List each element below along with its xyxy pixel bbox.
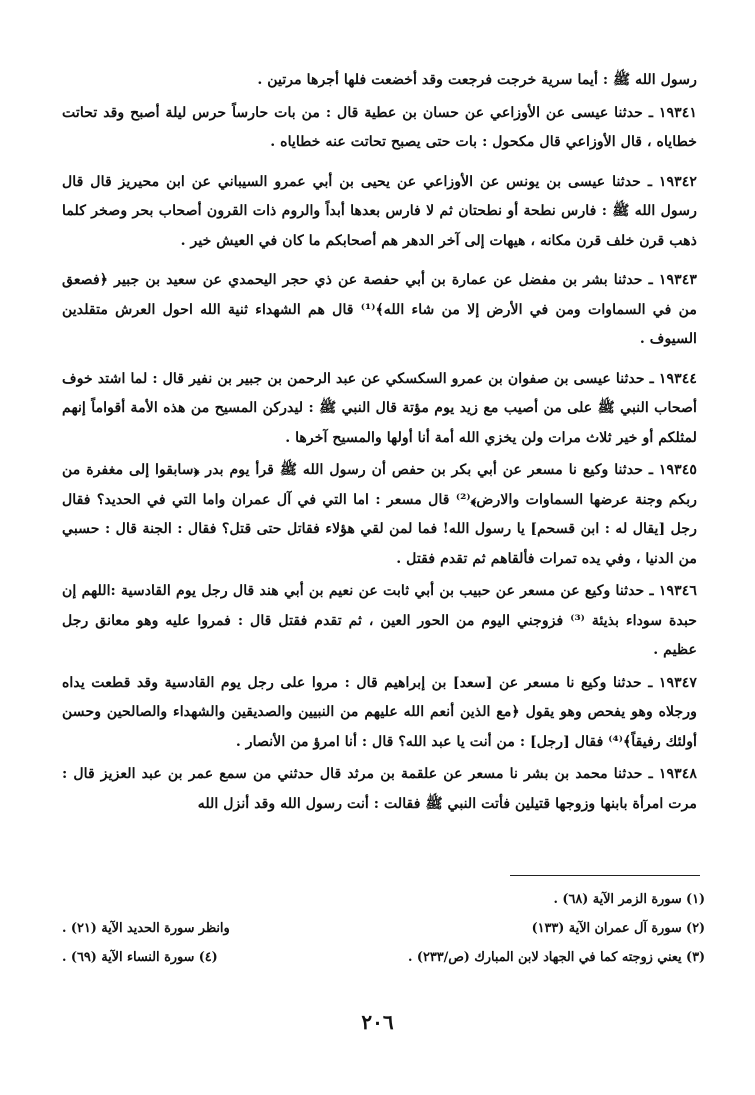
hadith-19343: ١٩٣٤٣ ـ حدثنا بشر بن مفضل عن عمارة بن أبي حفصة عن ذي حجر اليحمدي عن سعيد بن جبير ﴿فصعق من في السماوات ومن في الأرض إلا من شاء الله﴾⁽¹⁾ قال هم الشهداء ثنية الله احول العرش متقلدين السيوف .	[62, 272, 698, 347]
hadith-19341: ١٩٣٤١ ـ حدثنا عيسى عن الأوزاعي عن حسان بن عطية قال : من بات حارساً حرس ليلة أصبح وقد تحاتت خطاياه ، قال الأوزاعي قال مكحول : بات حتى يصبح تحاتت عنه خطاياه .	[62, 104, 697, 150]
footnote-row-2	[62, 914, 705, 943]
hadith-19348: ١٩٣٤٨ ـ حدثنا محمد بن بشر نا مسعر عن علقمة بن مرثد قال حدثني من سمع عمر بن عبد العزيز قال : مرت امرأة بابنها وزوجها قتيلين فأتت النبي ﷺ فقالت : أنت رسول الله وقد أنزل الله	[62, 766, 697, 812]
footnote-3: (٣) يعني زوجته كما في الجهاد لابن المبارك (ص/٢٣٣) .	[407, 950, 705, 965]
footnote-2-see-also: وانظر سورة الحديد الآية (٢١) .	[62, 921, 230, 936]
hadith-19344: ١٩٣٤٤ ـ حدثنا عيسى بن صفوان بن عمرو السكسكي عن عبد الرحمن بن جبير بن نفير قال : لما اشتد خوف أصحاب النبي ﷺ على من أصيب مع زيد يوم مؤتة قال النبي ﷺ : ليدركن المسيح من هذه الأمة أقواماً إنهم لمثلكم أو خير ثلاث مرات ولن يخزي الله أمة أنا أولها والمسيح آخرها .	[62, 370, 697, 446]
footnote-divider	[510, 875, 700, 876]
footnote-4: (٤) سورة النساء الآية (٦٩) .	[62, 950, 218, 965]
hadith-19342: ١٩٣٤٢ ـ حدثنا عيسى بن يونس عن الأوزاعي عن يحيى بن أبي عمرو السيباني عن ابن محيريز قال قال رسول الله ﷺ : فارس نطحة أو نطحتان ثم لا فارس بعدها أبداً والروم ذات القرون أصحاب بحر وصخر كلما ذهب قرن خلف قرن مكانه ، هيهات إلى آخر الدهر هم أصحابكم ما كان في العيش خير .	[62, 173, 697, 249]
footnote-2: (٢) سورة آل عمران الآية (١٣٣)	[531, 921, 705, 936]
page-number: ٢٠٦	[361, 1010, 394, 1034]
main-text	[62, 66, 697, 822]
footnotes	[62, 885, 705, 972]
hadith-19347: ١٩٣٤٧ ـ حدثنا وكيع نا مسعر عن [سعد] بن إبراهيم قال : مروا على رجل يوم القادسية وقد قطعت يداه ورجلاه وهو يفحص وهو يقول ﴿مع الذين أنعم الله عليهم من النبيين والصديقين والشهداء والصالحين وحسن أولئك رفيقاً﴾⁽⁴⁾ فقال [رجل] : من أنت يا عبد الله؟ قال : أنا امرؤ من الأنصار .	[62, 674, 697, 750]
hadith-19346: ١٩٣٤٦ ـ حدثنا وكيع عن مسعر عن حبيب بن أبي ثابت عن نعيم بن أبي هند قال رجل يوم القادسية :اللهم إن حبدة سوداء بذيئة ⁽³⁾ فزوجني اليوم من الحور العين ، ثم تقدم فقتل قال : فمروا عليه وهو معانق رجل عظيم .	[62, 583, 697, 658]
footnote-row-3	[62, 943, 705, 972]
paragraph-continuation: رسول الله ﷺ : أيما سرية خرجت فرجعت وقد أخضعت فلها أجرها مرتين .	[257, 72, 697, 88]
hadith-19345: ١٩٣٤٥ ـ حدثنا وكيع نا مسعر عن أبي بكر بن حفص أن رسول الله ﷺ قرأ يوم بدر ﴿سابقوا إلى مغفرة من ربكم وجنة عرضها السماوات والارض﴾⁽²⁾ قال مسعر : اما التي في آل عمران واما التي في الحديد؟ فقال رجل [يقال له : ابن قسحم] يا رسول الله! فما لمن لقي هؤلاء فقاتل حتى قتل؟ فقال : الجنة قال : حسبي من الدنيا ، وفي يده تمرات فألقاهم ثم تقدم فقتل .	[62, 462, 697, 567]
footnote-1: (١) سورة الزمر الآية (٦٨) .	[553, 892, 705, 907]
footnote-row-1	[62, 885, 705, 914]
